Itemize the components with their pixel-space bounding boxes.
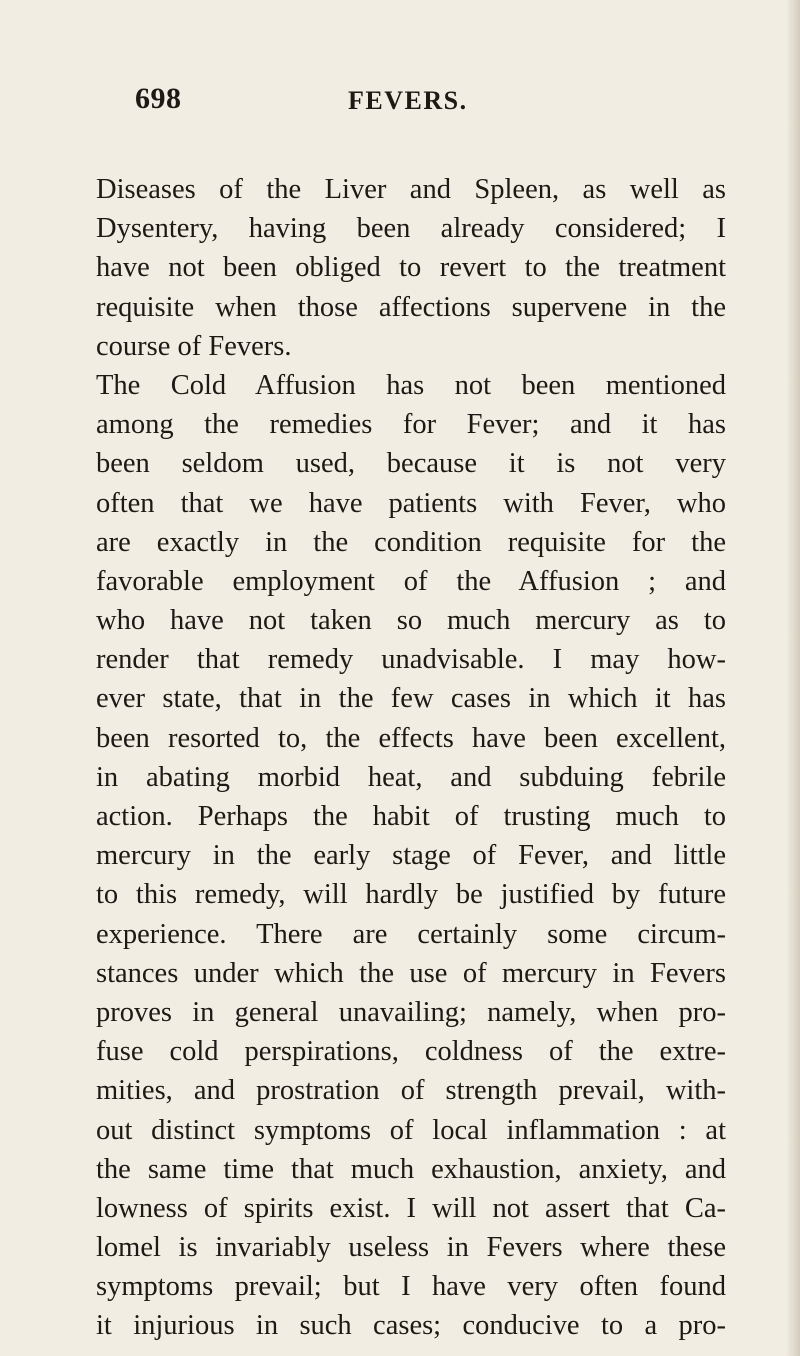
text-line: stances under which the use of mercury in Fevers (96, 957, 726, 989)
text-line: in abating morbid heat, and subduing febrile (96, 761, 726, 793)
text-line: proves in general unavailing; namely, when pro- (96, 996, 726, 1028)
text-line: symptoms prevail; but I have very often found (96, 1271, 726, 1303)
text-line: out distinct symptoms of local inflammation : at (96, 1114, 726, 1146)
page-number: 698 (135, 82, 182, 115)
text-line: course of Fevers. (96, 330, 292, 362)
text-line: among the remedies for Fever; and it has (96, 409, 726, 441)
text-line: are exactly in the condition requisite for the (96, 526, 726, 558)
text-line: been seldom used, because it is not very (96, 448, 726, 480)
text-line: to this remedy, will hardly be justified by future (96, 879, 726, 911)
page-edge-shadow (786, 0, 800, 1356)
text-line: Dysentery, having been already considered; I (96, 213, 726, 245)
page-header (135, 82, 695, 126)
text-line: mercury in the early stage of Fever, and little (96, 840, 726, 872)
text-line: action. Perhaps the habit of trusting much to (96, 801, 726, 832)
text-line: lowness of spirits exist. I will not assert that Ca- (96, 1192, 726, 1224)
text-line: render that remedy unadvisable. I may how- (96, 644, 726, 676)
text-line: it injurious in such cases; conducive to a pro- (96, 1310, 726, 1342)
text-line: who have not taken so much mercury as to (96, 605, 726, 637)
text-line: lomel is invariably useless in Fevers where these (96, 1232, 726, 1264)
text-line: requisite when those affections supervene in the (96, 291, 726, 323)
text-line: been resorted to, the effects have been excellent, (96, 722, 726, 754)
text-line: favorable employment of the Affusion ; and (96, 565, 726, 597)
text-line: often that we have patients with Fever, who (96, 487, 726, 519)
text-line: Diseases of the Liver and Spleen, as well as (96, 174, 726, 205)
text-line: ever state, that in the few cases in which it has (96, 683, 726, 715)
text-line: experience. There are certainly some circum- (96, 918, 726, 950)
body-text (96, 170, 726, 1346)
text-line: have not been obliged to revert to the treatment (96, 252, 726, 284)
text-line: the same time that much exhaustion, anxiety, and (96, 1153, 726, 1185)
text-line: mities, and prostration of strength prevail, with- (96, 1075, 726, 1107)
text-line: fuse cold perspirations, coldness of the extre- (96, 1036, 726, 1068)
running-head: FEVERS. (348, 86, 468, 115)
text-line: The Cold Affusion has not been mentioned (96, 369, 726, 401)
